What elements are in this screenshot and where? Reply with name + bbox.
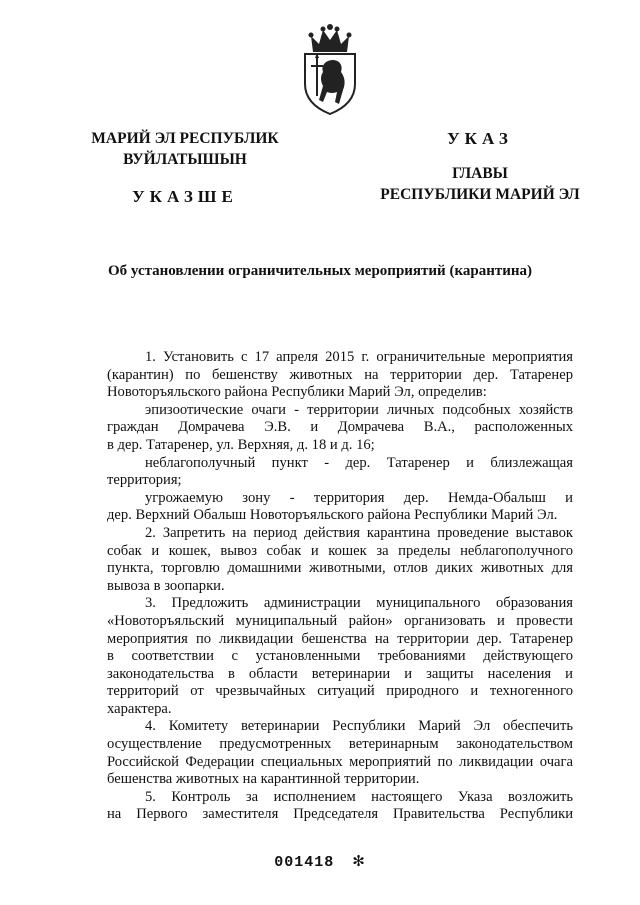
body-line: мероприятия по ликвидации бешенства на территории дер. Татаренер bbox=[107, 630, 573, 647]
document-title: Об установлении ограничительных мероприятий (карантина) bbox=[107, 263, 532, 279]
body-line: неблагополучный пункт - дер. Татаренер и близлежащая bbox=[145, 454, 573, 471]
header-left-ukazshe: УКАЗШЕ bbox=[132, 187, 238, 206]
header-right-line2: ГЛАВЫ bbox=[452, 165, 508, 182]
body-line: дер. Верхний Обалыш Новоторъяльского района Республики Марий Эл. bbox=[107, 507, 558, 524]
header-right-line3: РЕСПУБЛИКИ МАРИЙ ЭЛ bbox=[380, 186, 580, 203]
body-line: пункта, торговлю домашними животными, отлов диких животных для bbox=[107, 560, 573, 577]
body-line: угрожаемую зону - территория дер. Немда-Обалыш и bbox=[145, 489, 573, 506]
body-line: территорий от чрезвычайных ситуаций природного и техногенного bbox=[107, 683, 573, 700]
body-line: эпизоотические очаги - территории личных подсобных хозяйств bbox=[145, 401, 573, 418]
asterisk-mark: ✻ bbox=[352, 852, 366, 870]
document-number bbox=[0, 852, 640, 871]
body-line: (карантин) по бешенству животных на территории дер. Татаренер bbox=[107, 366, 573, 383]
body-line: бешенства животных на карантинной территории. bbox=[107, 771, 420, 788]
body-line: 2. Запретить на период действия карантина проведение выставок bbox=[145, 524, 573, 541]
body-line: вывоза в зоопарки. bbox=[107, 577, 225, 594]
body-line: в дер. Татаренер, ул. Верхняя, д. 18 и д. 16; bbox=[107, 436, 375, 453]
body-line: 5. Контроль за исполнением настоящего Указа возложить bbox=[145, 788, 573, 805]
document-body bbox=[107, 349, 573, 824]
body-line: 3. Предложить администрации муниципального образования bbox=[145, 595, 573, 612]
header-right-ukaz: УКАЗ bbox=[447, 129, 513, 148]
header-left-line2: ВУЙЛАТЫШЫН bbox=[123, 151, 247, 168]
header-left-block bbox=[60, 128, 310, 207]
body-line: «Новоторъяльский муниципальный район» организовать и провести bbox=[107, 612, 573, 629]
body-line: Новоторъяльского района Республики Марий Эл, определив: bbox=[107, 384, 487, 401]
body-line: Российской Федерации специальных мероприятий по ликвидации очага bbox=[107, 753, 573, 770]
body-line: законодательства в области ветеринарии и защиты населения и bbox=[107, 665, 573, 682]
body-line: в соответствии с установленными требованиями действующего bbox=[107, 648, 573, 665]
body-line: характера. bbox=[107, 700, 172, 717]
body-line: граждан Домрачева Э.В. и Домрачева В.А., расположенных bbox=[107, 419, 573, 436]
header-left-line1: МАРИЙ ЭЛ РЕСПУБЛИК bbox=[91, 130, 279, 147]
body-line: 4. Комитету ветеринарии Республики Марий Эл обеспечить bbox=[145, 718, 573, 735]
body-line: 1. Установить с 17 апреля 2015 г. ограничительные мероприятия bbox=[145, 349, 573, 365]
document-number-value: 001418 bbox=[274, 854, 335, 871]
body-line: собак и кошек, вывоз собак и кошек за пределы неблагополучного bbox=[107, 542, 573, 559]
body-line: на Первого заместителя Председателя Правительства Республики bbox=[107, 806, 573, 823]
body-line: территория; bbox=[107, 472, 182, 489]
header-right-block bbox=[355, 128, 605, 205]
body-line: осуществление предусмотренных ветеринарным законодательством bbox=[107, 736, 573, 753]
coat-of-arms-emblem bbox=[299, 22, 361, 116]
